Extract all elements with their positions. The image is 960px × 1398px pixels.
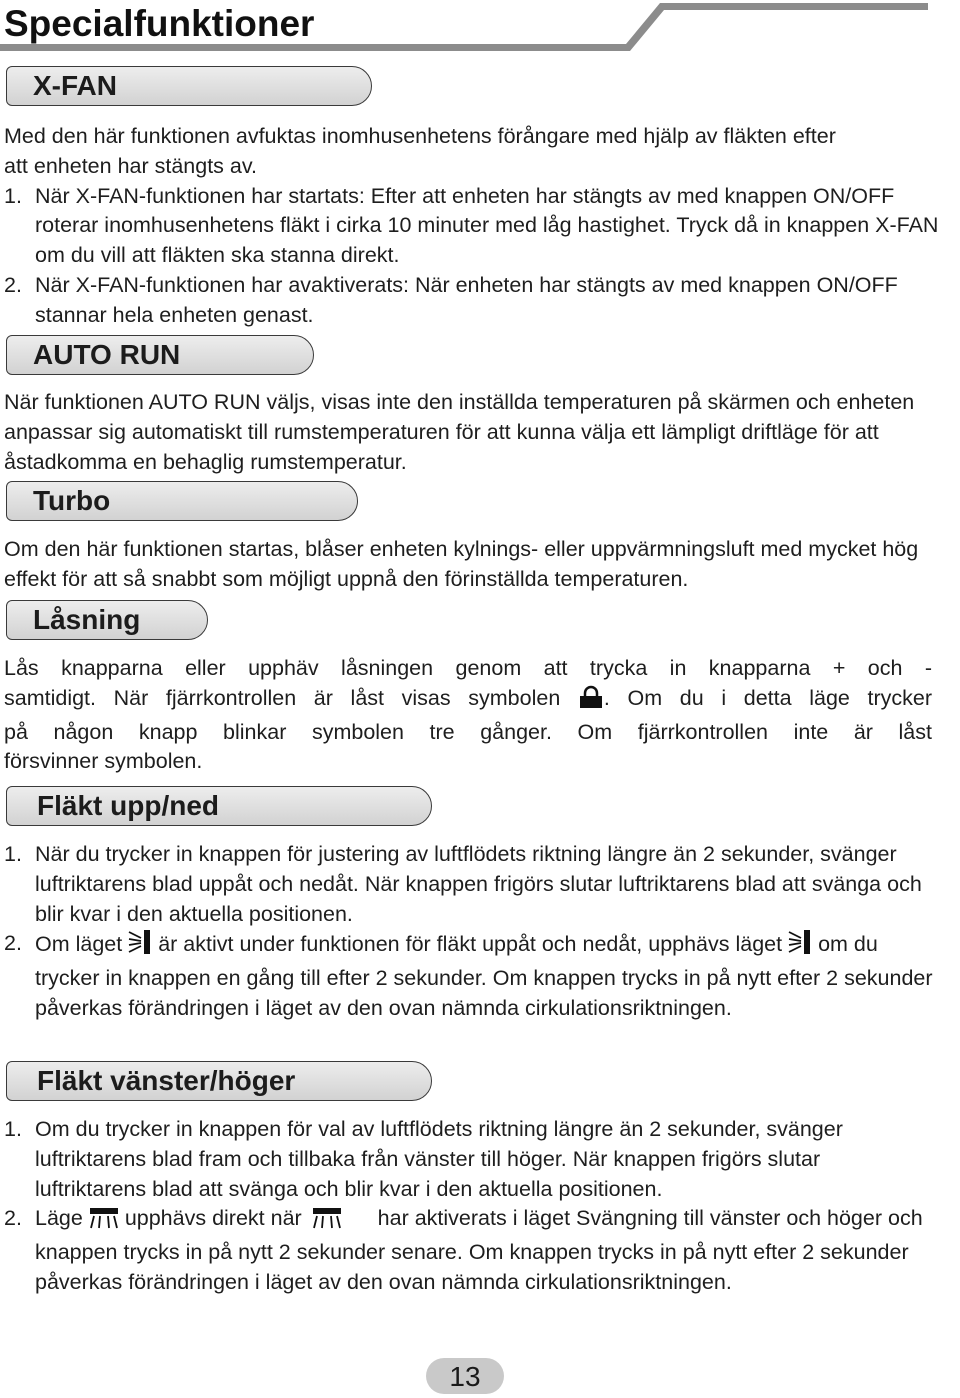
leftright-item-1 — [4, 1115, 956, 1204]
section-heading-turbo: Turbo — [6, 481, 358, 521]
section-heading-autorun: AUTO RUN — [6, 335, 314, 375]
list-text: När X-FAN-funktionen har avaktiverats: När enheten har stängts av med knappen ON/OFF stannar hela enheten genast. — [35, 272, 898, 327]
list-text: Läge — [35, 1206, 83, 1231]
autorun-section — [4, 388, 956, 477]
xfan-section — [4, 122, 956, 331]
leftright-item-2 — [4, 1204, 956, 1297]
lock-section — [4, 654, 932, 777]
section-heading-leftright: Fläkt vänster/höger — [6, 1061, 432, 1101]
swing-leftright-icon — [89, 1207, 119, 1238]
list-number: 2. — [4, 931, 22, 956]
updown-section — [4, 840, 956, 1024]
list-text: är aktivt under funktionen för fläkt uppåt och nedåt, upphävs läget — [158, 932, 783, 957]
swing-leftright-icon — [312, 1207, 342, 1238]
lock-line-2 — [4, 684, 932, 718]
page-title: Specialfunktioner — [4, 3, 315, 44]
list-text: Om läget — [35, 932, 123, 957]
list-text: Om du trycker in knappen för val av luftflödets riktning längre än 2 sekunder, svänger luftriktarens blad fram och tillbaka från vänster till höger. När knappen frigörs slutar luftriktarens blad att svänga och blir kvar i den aktuella positionen. — [35, 1117, 843, 1201]
list-text: om du trycker in knappen en gång till efter 2 sekunder. Om knappen trycks in på nytt efter 2 sekunder påverkas förändringen i läget av den ovan nämnda cirkulationsriktningen. — [35, 932, 933, 1020]
list-text: När X-FAN-funktionen har startats: Efter att enheten har stängts av med knappen ON/OFF roterar inomhusenhetens fläkt i cirka 10 minuter med låg hastighet. Tryck då in knappen X-FAN om du vill att fläkten ska stanna direkt. — [35, 183, 939, 268]
lock-line-3: på någon knapp blinkar symbolen tre gånger. Om fjärrkontrollen inte är låst — [4, 719, 932, 744]
section-heading-updown: Fläkt upp/ned — [6, 786, 432, 826]
list-text: upphävs direkt när — [124, 1206, 302, 1231]
lock-line-4: försvinner symbolen. — [4, 749, 203, 774]
updown-item-1 — [4, 840, 956, 929]
list-text: När du trycker in knappen för justering av luftflödets riktning längre än 2 sekunder, svänger luftriktarens blad uppåt och nedåt. När knappen frigörs slutar luftriktarens blad att svänga och blir kvar i den aktuella positionen. — [35, 842, 922, 926]
swing-updown-icon — [788, 929, 812, 964]
leftright-section — [4, 1115, 956, 1298]
lock-line-1: Lås knapparna eller upphäv låsningen genom att trycka in knapparna + och - — [4, 656, 932, 680]
xfan-item-1 — [4, 182, 956, 271]
list-number: 2. — [4, 272, 22, 297]
lock-icon — [578, 685, 604, 718]
turbo-section — [4, 535, 956, 595]
section-heading-lock: Låsning — [6, 600, 208, 640]
autorun-text: När funktionen AUTO RUN väljs, visas inte den inställda temperaturen på skärmen och enheten anpassar sig automatiskt till rumstemperaturen för att kunna välja ett lämpligt driftläge för att åstadkomma en behaglig rumstemperatur. — [4, 390, 915, 474]
turbo-text: Om den här funktionen startas, blåser enheten kylnings- eller uppvärmningsluft med mycket hög effekt för att så snabbt som möjligt uppnå den förinställda temperaturen. — [4, 537, 919, 591]
swing-updown-icon — [128, 929, 152, 964]
list-number: 1. — [4, 183, 22, 208]
updown-item-2 — [4, 929, 956, 1023]
list-number: 1. — [4, 1117, 22, 1141]
xfan-intro: Med den här funktionen avfuktas inomhusenhetens förångare med hjälp av fläkten efter att enheten har stängts av. — [4, 124, 836, 178]
lock-line-2-end: . Om du i detta läge trycker — [603, 685, 932, 710]
lock-line-2-start: samtidigt. När fjärrkontrollen är låst visas symbolen — [4, 685, 561, 710]
list-number: 2. — [4, 1206, 22, 1231]
list-text: har aktiverats i läget Svängning till vänster och höger och knappen trycks in på nytt 2 sekunder senare. Om knappen trycks in på nytt efter 2 sekunder påverkas förändringen i läget av den ovan nämnda cirkulationsriktningen. — [35, 1206, 923, 1294]
xfan-item-2 — [4, 271, 956, 331]
section-heading-xfan: X-FAN — [6, 66, 372, 106]
list-number: 1. — [4, 842, 22, 866]
page-number: 13 — [426, 1358, 504, 1394]
